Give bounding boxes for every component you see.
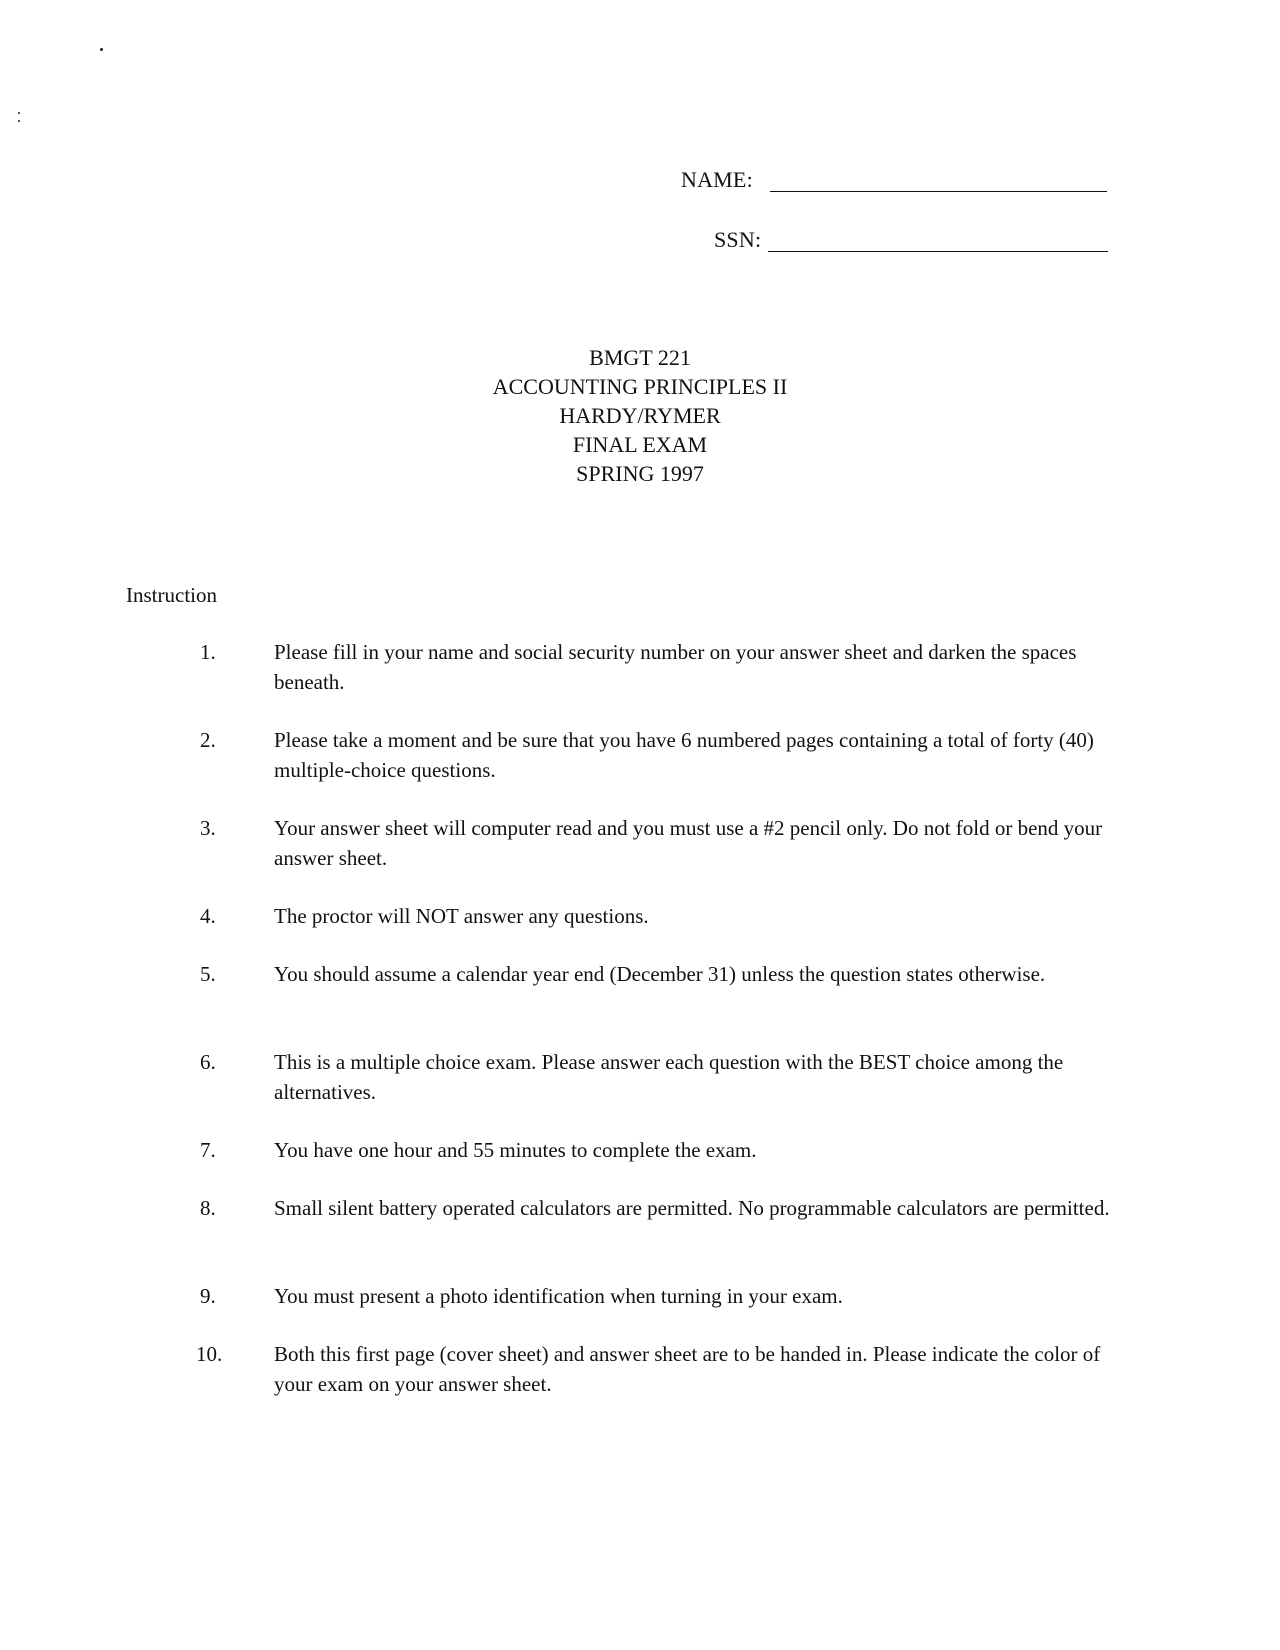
instruction-text: You should assume a calendar year end (December 31) unless the question states otherwise. — [274, 962, 1046, 986]
ssn-field-row — [714, 227, 761, 253]
instruction-text: Both this first page (cover sheet) and answer sheet are to be handed in. Please indicate the color of your exam on your answer sheet. — [274, 1342, 1101, 1396]
instruction-number: 1. — [200, 640, 216, 664]
instruction-number: 10. — [196, 1342, 223, 1366]
instruction-text: This is a multiple choice exam. Please answer each question with the BEST choice among the alternatives. — [274, 1050, 1064, 1104]
scan-speck — [18, 120, 20, 122]
course-code: BMGT 221 — [589, 345, 691, 370]
instruction-number: 5. — [200, 962, 216, 986]
scan-speck — [100, 48, 103, 51]
exam-type: FINAL EXAM — [572, 432, 708, 457]
scan-speck — [18, 112, 20, 114]
instructions-heading: Instruction — [126, 583, 217, 607]
instruction-text: Please take a moment and be sure that you have 6 numbered pages containing a total of forty (40) multiple-choice questions. — [274, 728, 1094, 782]
instruction-number: 8. — [200, 1196, 216, 1220]
exam-term: SPRING 1997 — [576, 461, 704, 486]
course-name: ACCOUNTING PRINCIPLES II — [492, 374, 788, 399]
ssn-label: SSN: — [714, 227, 762, 252]
name-label: NAME: — [681, 167, 753, 192]
instruction-number: 6. — [200, 1050, 216, 1074]
instruction-number: 2. — [200, 728, 216, 752]
instruction-text: You have one hour and 55 minutes to complete the exam. — [274, 1138, 757, 1162]
exam-title-block — [0, 343, 1280, 488]
instruction-number: 4. — [200, 904, 216, 928]
name-answer-line[interactable] — [770, 191, 1107, 192]
name-field-row — [681, 167, 753, 193]
instruction-number: 3. — [200, 816, 216, 840]
instruction-text: The proctor will NOT answer any questions. — [274, 904, 649, 928]
instruction-text: Small silent battery operated calculators are permitted. No programmable calculators are permitted. — [274, 1196, 1110, 1220]
instruction-number: 7. — [200, 1138, 216, 1162]
instruction-text: You must present a photo identification when turning in your exam. — [274, 1284, 843, 1308]
instruction-number: 9. — [200, 1284, 216, 1308]
ssn-answer-line[interactable] — [768, 251, 1108, 252]
instructor-names: HARDY/RYMER — [559, 403, 721, 428]
instruction-text: Please fill in your name and social security number on your answer sheet and darken the spaces beneath. — [274, 640, 1077, 694]
instruction-text: Your answer sheet will computer read and you must use a #2 pencil only. Do not fold or bend your answer sheet. — [274, 816, 1103, 870]
